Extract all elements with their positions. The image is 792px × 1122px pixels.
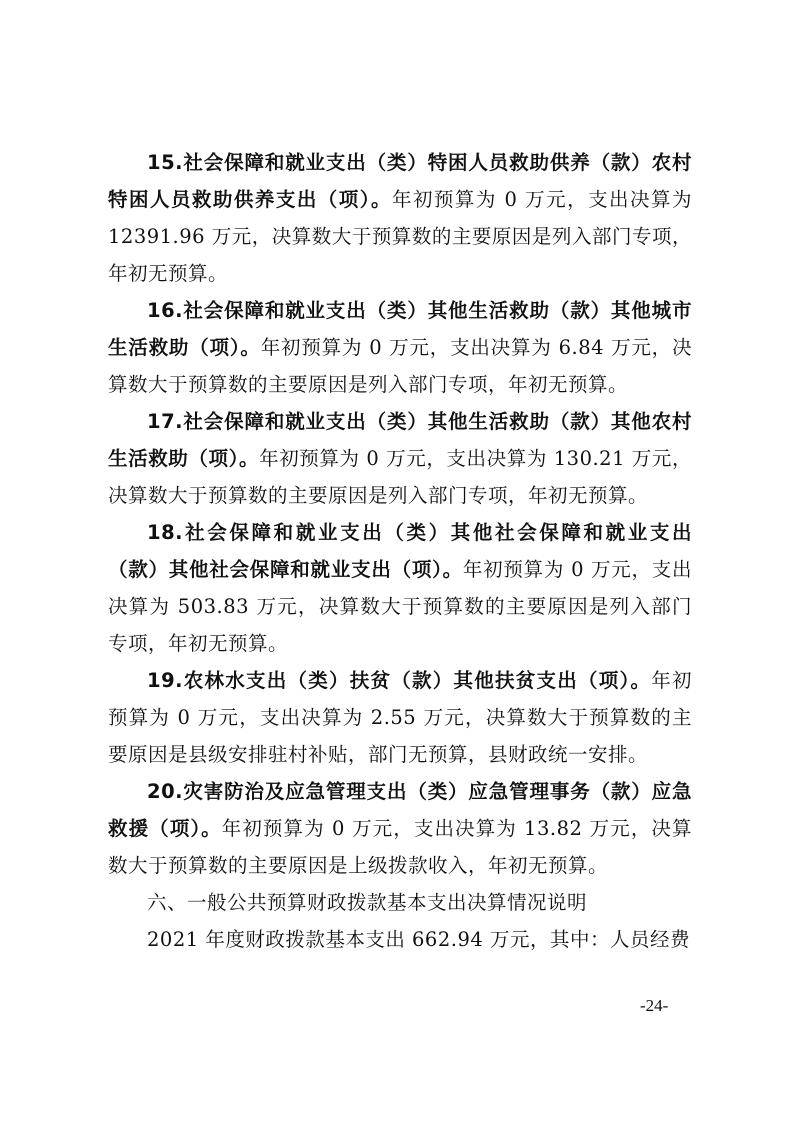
item-paragraph-20	[108, 773, 692, 884]
item-title: 18.社会保障和就业支出（类）其他社会保障和就业支出（款）其他社会保障和就业支出（项）。	[108, 521, 692, 581]
item-title: 17.社会保障和就业支出（类）其他生活救助（款）其他农村生活救助（项）。	[108, 410, 692, 470]
item-paragraph-18	[108, 514, 692, 662]
item-body: 年初预算为 0 万元，支出决算为 6.84 万元，决算数大于预算数的主要原因是列入部门专项，年初无预算。	[108, 336, 692, 396]
page-number: -24-	[640, 996, 669, 1015]
item-body: 年初预算为 0 万元，支出决算为 12391.96 万元，决算数大于预算数的主要原因是列入部门专项，年初无预算。	[108, 188, 692, 285]
item-body: 年初预算为 0 万元，支出决算为 503.83 万元，决算数大于预算数的主要原因是列入部门专项，年初无预算。	[108, 558, 692, 655]
item-title: 16.社会保障和就业支出（类）其他生活救助（款）其他城市生活救助（项）。	[108, 299, 692, 359]
last-paragraph: 2021 年度财政拨款基本支出 662.94 万元，其中：人员经费	[147, 928, 690, 951]
item-title: 15.社会保障和就业支出（类）特困人员救助供养（款）农村特困人员救助供养支出（项）。	[108, 151, 692, 211]
item-title: 20.灾害防治及应急管理支出（类）应急管理事务（款）应急救援（项）。	[108, 780, 692, 840]
item-paragraph-15	[108, 144, 692, 292]
section-heading: 六、一般公共预算财政拨款基本支出决算情况说明	[147, 891, 588, 914]
item-body: 年初预算为 0 万元，支出决算为 13.82 万元，决算数大于预算数的主要原因是上级拨款收入，年初无预算。	[108, 817, 692, 877]
item-body: 年初预算为 0 万元，支出决算为 2.55 万元，决算数大于预算数的主要原因是县级安排驻村补贴，部门无预算，县财政统一安排。	[108, 669, 692, 766]
document-body	[108, 144, 692, 958]
item-title: 19.农林水支出（类）扶贫（款）其他扶贫支出（项）。	[147, 669, 652, 692]
item-paragraph-19	[108, 662, 692, 773]
item-body: 年初预算为 0 万元，支出决算为 130.21 万元，决算数大于预算数的主要原因是列入部门专项，年初无预算。	[108, 447, 692, 507]
item-paragraph-16	[108, 292, 692, 403]
item-paragraph-17	[108, 403, 692, 514]
